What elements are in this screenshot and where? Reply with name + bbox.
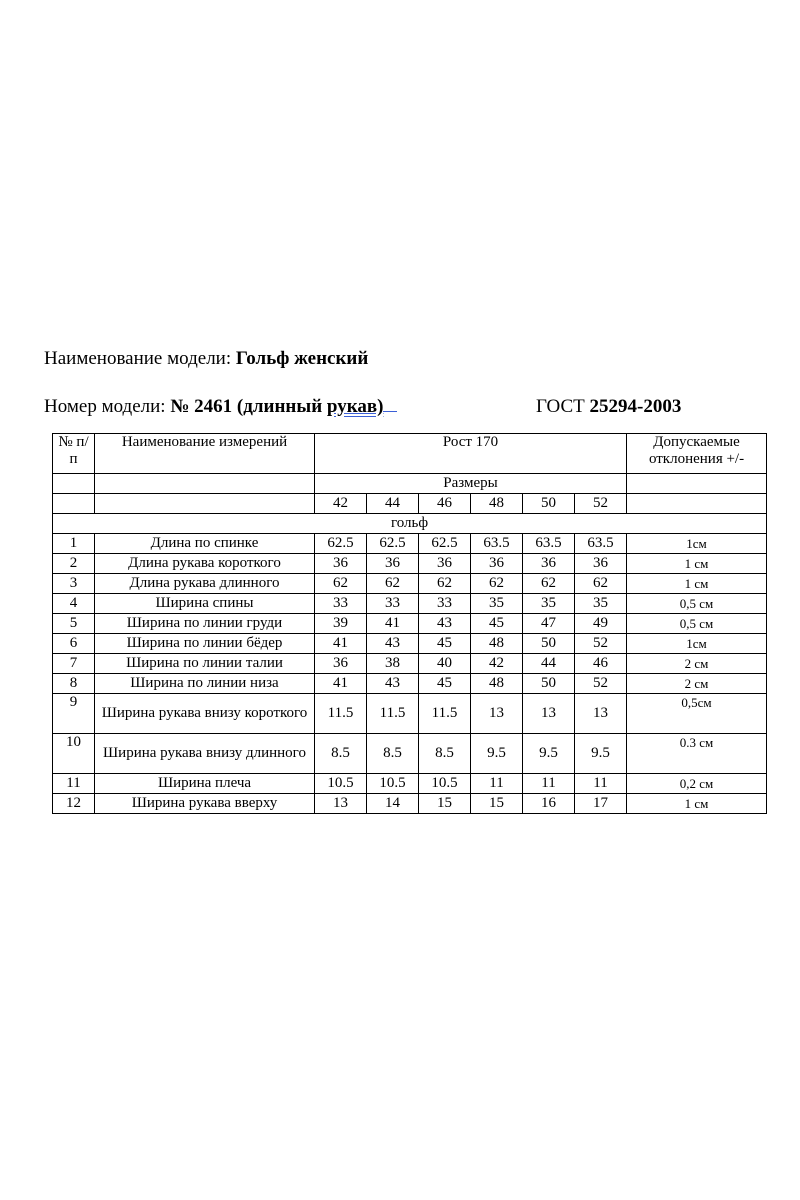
size-cell: 44: [367, 494, 419, 514]
row-size-value: 41: [367, 614, 419, 634]
row-number: 3: [53, 574, 95, 594]
empty-cell: [627, 474, 767, 494]
row-number: 2: [53, 554, 95, 574]
row-size-value: 11: [523, 774, 575, 794]
row-size-value: 50: [523, 674, 575, 694]
table-row: [53, 574, 767, 594]
row-size-value: 10.5: [367, 774, 419, 794]
row-size-value: 15: [419, 794, 471, 814]
model-name-line: [44, 348, 368, 370]
row-number: 11: [53, 774, 95, 794]
row-size-value: 33: [367, 594, 419, 614]
row-tolerance: 1 см: [627, 554, 767, 574]
gost-label: ГОСТ: [536, 396, 585, 417]
row-size-value: 17: [575, 794, 627, 814]
table-row: [53, 654, 767, 674]
row-size-value: 33: [419, 594, 471, 614]
sizes-row: [53, 494, 767, 514]
size-cell: 42: [315, 494, 367, 514]
row-size-value: 13: [575, 694, 627, 734]
row-number: 10: [53, 734, 95, 774]
size-cell: 52: [575, 494, 627, 514]
row-size-value: 11.5: [367, 694, 419, 734]
table-row: [53, 534, 767, 554]
row-measurement-name: Ширина рукава вверху: [95, 794, 315, 814]
empty-cell: [53, 474, 95, 494]
row-size-value: 11: [471, 774, 523, 794]
row-size-value: 13: [315, 794, 367, 814]
row-tolerance: 1 см: [627, 574, 767, 594]
row-size-value: 41: [315, 634, 367, 654]
row-size-value: 36: [523, 554, 575, 574]
row-measurement-name: Ширина рукава внизу короткого: [95, 694, 315, 734]
size-cell: 48: [471, 494, 523, 514]
row-measurement-name: Ширина спины: [95, 594, 315, 614]
empty-cell: [53, 494, 95, 514]
row-tolerance: 1см: [627, 534, 767, 554]
empty-cell: [95, 494, 315, 514]
row-number: 5: [53, 614, 95, 634]
row-size-value: 62.5: [315, 534, 367, 554]
row-size-value: 9.5: [523, 734, 575, 774]
row-size-value: 42: [471, 654, 523, 674]
row-number: 12: [53, 794, 95, 814]
model-number-value: № 2461 (длинный: [170, 396, 323, 417]
col-header-name: Наименование измерений: [95, 434, 315, 474]
row-tolerance: 1 см: [627, 794, 767, 814]
row-size-value: 63.5: [575, 534, 627, 554]
row-size-value: 62: [523, 574, 575, 594]
row-size-value: 36: [315, 654, 367, 674]
row-size-value: 40: [419, 654, 471, 674]
row-tolerance: 0,5см: [627, 694, 767, 734]
table-row: [53, 694, 767, 734]
row-size-value: 43: [367, 634, 419, 654]
row-size-value: 35: [471, 594, 523, 614]
row-measurement-name: Ширина рукава внизу длинного: [95, 734, 315, 774]
spellcheck-underline: [383, 397, 397, 412]
row-size-value: 11.5: [315, 694, 367, 734]
row-size-value: 62: [419, 574, 471, 594]
row-size-value: 35: [523, 594, 575, 614]
table-body: [53, 434, 767, 814]
table-row: [53, 554, 767, 574]
row-size-value: 39: [315, 614, 367, 634]
row-size-value: 45: [419, 674, 471, 694]
row-size-value: 43: [367, 674, 419, 694]
row-size-value: 35: [575, 594, 627, 614]
table-row: [53, 774, 767, 794]
row-size-value: 10.5: [315, 774, 367, 794]
row-size-value: 36: [471, 554, 523, 574]
row-size-value: 8.5: [419, 734, 471, 774]
row-size-value: 62: [471, 574, 523, 594]
row-measurement-name: Ширина плеча: [95, 774, 315, 794]
row-measurement-name: Ширина по линии низа: [95, 674, 315, 694]
row-size-value: 33: [315, 594, 367, 614]
row-size-value: 62: [315, 574, 367, 594]
row-tolerance: 2 см: [627, 654, 767, 674]
row-number: 7: [53, 654, 95, 674]
row-size-value: 36: [367, 554, 419, 574]
row-size-value: 46: [575, 654, 627, 674]
row-tolerance: 0,5 см: [627, 614, 767, 634]
row-size-value: 62.5: [419, 534, 471, 554]
row-size-value: 14: [367, 794, 419, 814]
sizes-label-row: [53, 474, 767, 494]
empty-cell: [627, 494, 767, 514]
row-number: 1: [53, 534, 95, 554]
row-size-value: 38: [367, 654, 419, 674]
col-header-tolerance: Допускаемые отклонения +/-: [627, 434, 767, 474]
row-size-value: 52: [575, 634, 627, 654]
row-size-value: 47: [523, 614, 575, 634]
row-size-value: 10.5: [419, 774, 471, 794]
row-size-value: 63.5: [523, 534, 575, 554]
row-size-value: 16: [523, 794, 575, 814]
row-size-value: 52: [575, 674, 627, 694]
row-measurement-name: Длина рукава длинного: [95, 574, 315, 594]
row-size-value: 9.5: [471, 734, 523, 774]
row-size-value: 48: [471, 674, 523, 694]
gost-value: 25294-2003: [589, 396, 682, 417]
model-number-line: [44, 396, 397, 418]
row-size-value: 63.5: [471, 534, 523, 554]
table-row: [53, 594, 767, 614]
row-tolerance: 2 см: [627, 674, 767, 694]
row-size-value: 62: [367, 574, 419, 594]
row-size-value: 49: [575, 614, 627, 634]
row-size-value: 36: [315, 554, 367, 574]
row-size-value: 9.5: [575, 734, 627, 774]
row-size-value: 44: [523, 654, 575, 674]
table-row: [53, 614, 767, 634]
model-number-suffix: рукав): [326, 396, 384, 417]
section-row: [53, 514, 767, 534]
row-number: 9: [53, 694, 95, 734]
row-measurement-name: Ширина по линии груди: [95, 614, 315, 634]
col-header-height: Рост 170: [315, 434, 627, 474]
row-size-value: 48: [471, 634, 523, 654]
row-measurement-name: Длина рукава короткого: [95, 554, 315, 574]
table-row: [53, 794, 767, 814]
row-size-value: 13: [471, 694, 523, 734]
measurements-table: [52, 433, 767, 814]
row-measurement-name: Длина по спинке: [95, 534, 315, 554]
row-size-value: 36: [575, 554, 627, 574]
row-tolerance: 0,2 см: [627, 774, 767, 794]
row-size-value: 13: [523, 694, 575, 734]
col-header-num: № п/п: [53, 434, 95, 474]
row-measurement-name: Ширина по линии бёдер: [95, 634, 315, 654]
row-tolerance: 0.3 см: [627, 734, 767, 774]
row-tolerance: 0,5 см: [627, 594, 767, 614]
row-size-value: 15: [471, 794, 523, 814]
size-cell: 50: [523, 494, 575, 514]
row-size-value: 41: [315, 674, 367, 694]
row-size-value: 45: [419, 634, 471, 654]
row-size-value: 43: [419, 614, 471, 634]
row-size-value: 45: [471, 614, 523, 634]
model-number-label: Номер модели:: [44, 396, 166, 417]
row-size-value: 50: [523, 634, 575, 654]
model-name-label: Наименование модели:: [44, 348, 232, 369]
table-row: [53, 674, 767, 694]
row-size-value: 62.5: [367, 534, 419, 554]
gost-line: [536, 396, 681, 418]
empty-cell: [95, 474, 315, 494]
row-size-value: 8.5: [367, 734, 419, 774]
row-size-value: 11: [575, 774, 627, 794]
row-number: 8: [53, 674, 95, 694]
model-name-value: Гольф женский: [235, 348, 369, 369]
row-number: 4: [53, 594, 95, 614]
size-cell: 46: [419, 494, 471, 514]
row-size-value: 36: [419, 554, 471, 574]
sizes-label: Размеры: [315, 474, 627, 494]
row-size-value: 62: [575, 574, 627, 594]
row-size-value: 11.5: [419, 694, 471, 734]
section-label: гольф: [53, 514, 767, 534]
row-size-value: 8.5: [315, 734, 367, 774]
row-tolerance: 1см: [627, 634, 767, 654]
row-measurement-name: Ширина по линии талии: [95, 654, 315, 674]
row-number: 6: [53, 634, 95, 654]
table-row: [53, 734, 767, 774]
header-row: [53, 434, 767, 474]
table-row: [53, 634, 767, 654]
